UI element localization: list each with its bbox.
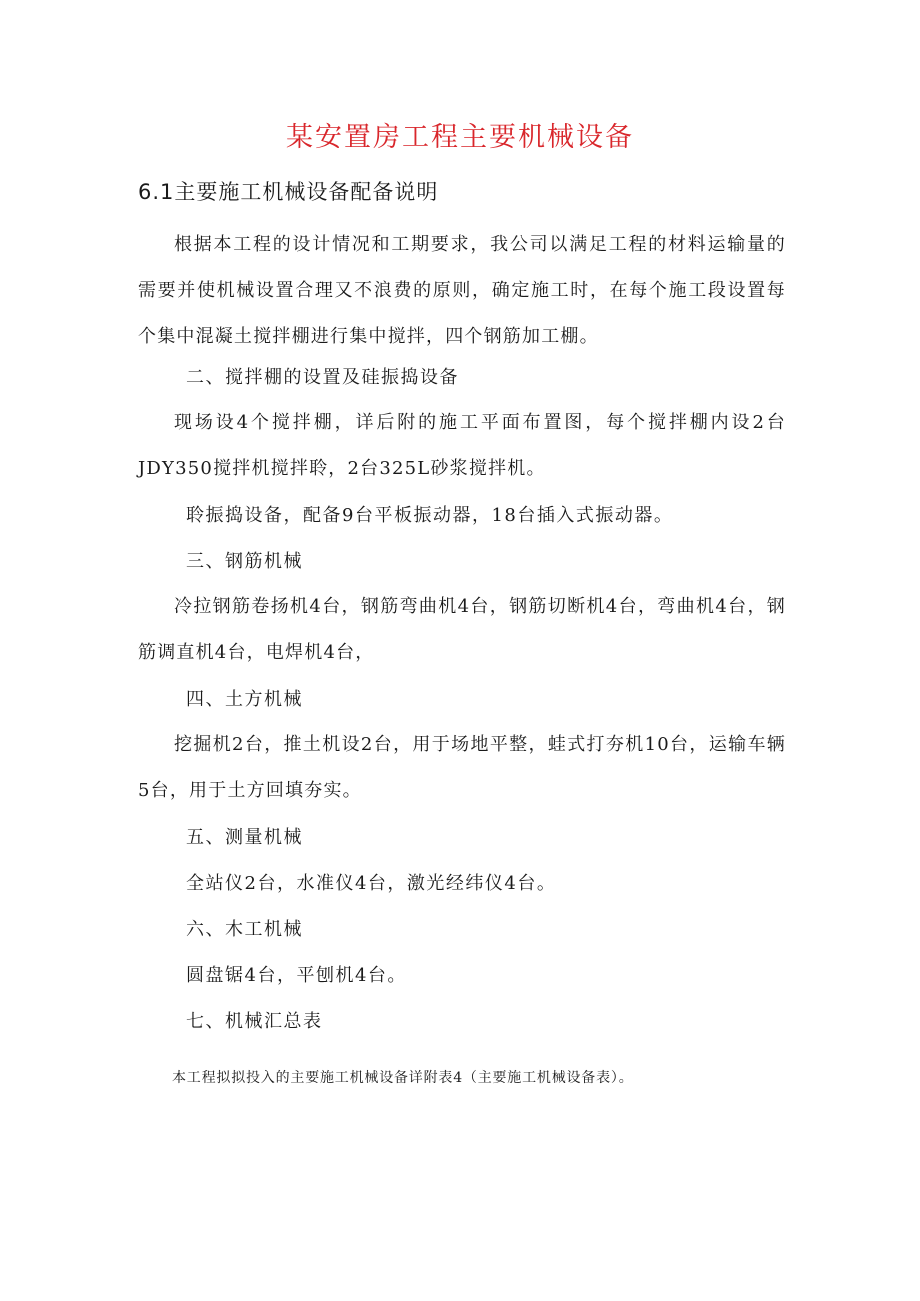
mixing-paragraph: 现场设4个搅拌棚，详后附的施工平面布置图，每个搅拌棚内设2台JDY350搅拌机搅拌聆，2台325L砂浆搅拌机。: [138, 412, 786, 479]
summary-heading: 七、机械汇总表: [186, 1011, 323, 1032]
vibration-paragraph: 聆振捣设备，配备9台平板振动器，18台插入式振动器。: [186, 505, 674, 526]
document-title: 某安置房工程主要机械设备: [286, 122, 634, 153]
summary-note: 本工程拟拟投入的主要施工机械设备详附表4（主要施工机械设备表）。: [172, 1070, 634, 1086]
mixing-heading: 二、搅拌棚的设置及硅振捣设备: [186, 367, 459, 388]
survey-paragraph: 全站仪2台，水准仪4台，激光经纬仪4台。: [186, 873, 557, 894]
wood-heading: 六、木工机械: [186, 919, 303, 940]
section-heading: 6.1主要施工机械设备配备说明: [138, 180, 439, 204]
rebar-paragraph: 冷拉钢筋卷扬机4台，钢筋弯曲机4台，钢筋切断机4台，弯曲机4台，钢筋调直机4台，电焊机4台，: [138, 596, 786, 663]
wood-paragraph: 圆盘锯4台，平刨机4台。: [186, 965, 407, 986]
earth-paragraph: 挖掘机2台，推土机设2台，用于场地平整，蛙式打夯机10台，运输车辆5台，用于土方回填夯实。: [138, 734, 786, 801]
intro-paragraph: 根据本工程的设计情况和工期要求，我公司以满足工程的材料运输量的需要并使机械设置合理又不浪费的原则，确定施工时，在每个施工段设置每个集中混凝土搅拌棚进行集中搅拌，四个钢筋加工棚。: [138, 234, 786, 347]
rebar-heading: 三、钢筋机械: [186, 551, 303, 572]
survey-heading: 五、测量机械: [186, 827, 303, 848]
earth-heading: 四、土方机械: [186, 689, 303, 710]
